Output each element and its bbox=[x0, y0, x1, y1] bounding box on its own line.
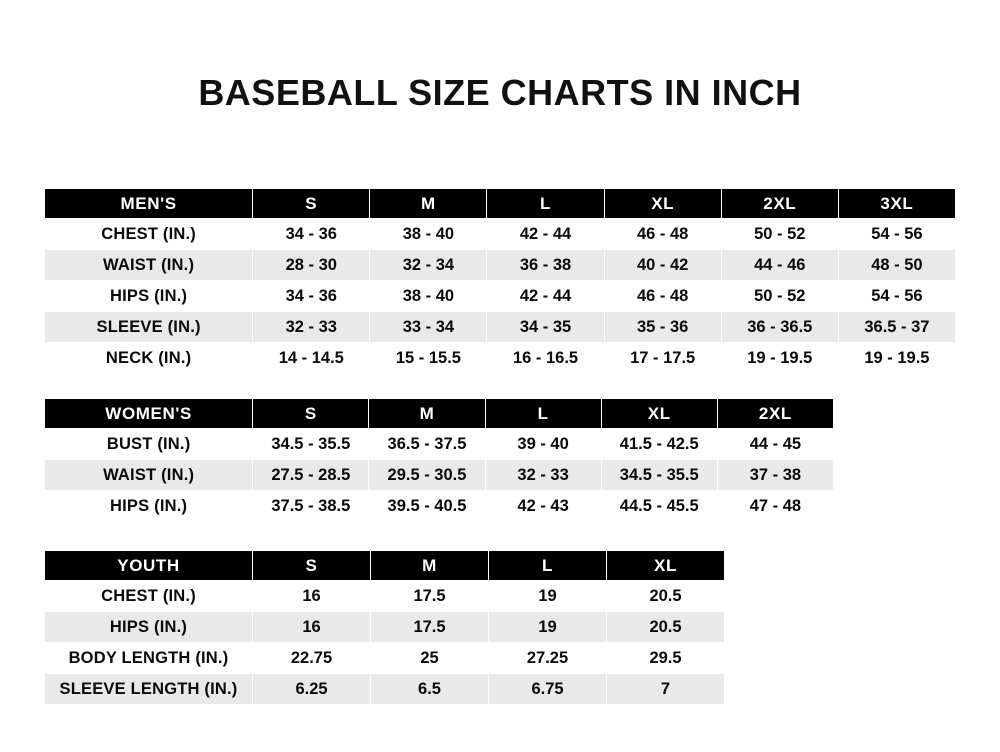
table-cell: 29.5 - 30.5 bbox=[369, 460, 485, 491]
table-cell: 7 bbox=[607, 674, 725, 705]
table-cell: 46 - 48 bbox=[604, 219, 721, 250]
table-header-cell: S bbox=[253, 551, 371, 581]
table-cell: 36.5 - 37 bbox=[838, 312, 955, 343]
table-cell: 28 - 30 bbox=[253, 250, 370, 281]
row-label: HIPS (IN.) bbox=[45, 491, 253, 522]
table-row bbox=[45, 674, 725, 705]
table-header-cell: WOMEN'S bbox=[45, 399, 253, 429]
table-cell: 29.5 bbox=[607, 643, 725, 674]
table-header-cell: S bbox=[253, 189, 370, 219]
table-cell: 44 - 46 bbox=[721, 250, 838, 281]
womens-size-table bbox=[44, 398, 834, 522]
table-cell: 34.5 - 35.5 bbox=[601, 460, 717, 491]
table-cell: 6.5 bbox=[371, 674, 489, 705]
table-cell: 42 - 44 bbox=[487, 281, 604, 312]
table-row bbox=[45, 643, 725, 674]
row-label: SLEEVE LENGTH (IN.) bbox=[45, 674, 253, 705]
row-label: WAIST (IN.) bbox=[45, 250, 253, 281]
table-header-cell: S bbox=[253, 399, 369, 429]
table-cell: 25 bbox=[371, 643, 489, 674]
table-row bbox=[45, 250, 956, 281]
table-cell: 54 - 56 bbox=[838, 281, 955, 312]
table-cell: 38 - 40 bbox=[370, 219, 487, 250]
table-cell: 16 bbox=[253, 612, 371, 643]
table-cell: 50 - 52 bbox=[721, 281, 838, 312]
table-cell: 44 - 45 bbox=[717, 429, 833, 460]
table-cell: 6.75 bbox=[489, 674, 607, 705]
row-label: HIPS (IN.) bbox=[45, 612, 253, 643]
table-cell: 37 - 38 bbox=[717, 460, 833, 491]
table-cell: 20.5 bbox=[607, 581, 725, 612]
table-cell: 36 - 38 bbox=[487, 250, 604, 281]
table-header-cell: M bbox=[370, 189, 487, 219]
table-cell: 36.5 - 37.5 bbox=[369, 429, 485, 460]
table-cell: 16 - 16.5 bbox=[487, 343, 604, 374]
table-header-cell: MEN'S bbox=[45, 189, 253, 219]
table-cell: 32 - 33 bbox=[253, 312, 370, 343]
table-cell: 42 - 43 bbox=[485, 491, 601, 522]
table-cell: 19 - 19.5 bbox=[721, 343, 838, 374]
table-cell: 44.5 - 45.5 bbox=[601, 491, 717, 522]
table-row bbox=[45, 281, 956, 312]
row-label: CHEST (IN.) bbox=[45, 581, 253, 612]
table-header-row bbox=[45, 189, 956, 219]
row-label: HIPS (IN.) bbox=[45, 281, 253, 312]
row-label: WAIST (IN.) bbox=[45, 460, 253, 491]
table-cell: 32 - 34 bbox=[370, 250, 487, 281]
table-cell: 16 bbox=[253, 581, 371, 612]
table-header-cell: L bbox=[489, 551, 607, 581]
table-cell: 35 - 36 bbox=[604, 312, 721, 343]
table-row bbox=[45, 491, 834, 522]
table-cell: 34.5 - 35.5 bbox=[253, 429, 369, 460]
table-row bbox=[45, 612, 725, 643]
table-cell: 34 - 36 bbox=[253, 219, 370, 250]
table-header-cell: XL bbox=[607, 551, 725, 581]
table-cell: 36 - 36.5 bbox=[721, 312, 838, 343]
table-cell: 46 - 48 bbox=[604, 281, 721, 312]
table-row bbox=[45, 343, 956, 374]
table-row bbox=[45, 581, 725, 612]
youth-size-table bbox=[44, 550, 725, 705]
table-cell: 33 - 34 bbox=[370, 312, 487, 343]
mens-size-table bbox=[44, 188, 956, 374]
table-header-cell: 2XL bbox=[721, 189, 838, 219]
table-cell: 19 bbox=[489, 581, 607, 612]
table-cell: 48 - 50 bbox=[838, 250, 955, 281]
table-cell: 39 - 40 bbox=[485, 429, 601, 460]
table-cell: 20.5 bbox=[607, 612, 725, 643]
row-label: NECK (IN.) bbox=[45, 343, 253, 374]
table-cell: 40 - 42 bbox=[604, 250, 721, 281]
table-row bbox=[45, 460, 834, 491]
table-header-cell: L bbox=[487, 189, 604, 219]
table-cell: 50 - 52 bbox=[721, 219, 838, 250]
table-cell: 17 - 17.5 bbox=[604, 343, 721, 374]
table-header-cell: XL bbox=[604, 189, 721, 219]
table-cell: 42 - 44 bbox=[487, 219, 604, 250]
table-header-cell: M bbox=[371, 551, 489, 581]
table-cell: 14 - 14.5 bbox=[253, 343, 370, 374]
table-header-cell: 3XL bbox=[838, 189, 955, 219]
table-cell: 17.5 bbox=[371, 612, 489, 643]
table-header-cell: XL bbox=[601, 399, 717, 429]
table-cell: 15 - 15.5 bbox=[370, 343, 487, 374]
table-cell: 6.25 bbox=[253, 674, 371, 705]
row-label: CHEST (IN.) bbox=[45, 219, 253, 250]
row-label: BODY LENGTH (IN.) bbox=[45, 643, 253, 674]
table-cell: 22.75 bbox=[253, 643, 371, 674]
table-row bbox=[45, 429, 834, 460]
row-label: SLEEVE (IN.) bbox=[45, 312, 253, 343]
table-header-row bbox=[45, 399, 834, 429]
table-cell: 38 - 40 bbox=[370, 281, 487, 312]
table-cell: 37.5 - 38.5 bbox=[253, 491, 369, 522]
table-header-cell: 2XL bbox=[717, 399, 833, 429]
table-header-cell: M bbox=[369, 399, 485, 429]
table-header-cell: YOUTH bbox=[45, 551, 253, 581]
table-cell: 27.25 bbox=[489, 643, 607, 674]
page-title: BASEBALL SIZE CHARTS IN INCH bbox=[198, 72, 802, 113]
table-cell: 19 - 19.5 bbox=[838, 343, 955, 374]
table-cell: 19 bbox=[489, 612, 607, 643]
table-row bbox=[45, 312, 956, 343]
table-cell: 47 - 48 bbox=[717, 491, 833, 522]
table-cell: 39.5 - 40.5 bbox=[369, 491, 485, 522]
table-row bbox=[45, 219, 956, 250]
table-cell: 34 - 35 bbox=[487, 312, 604, 343]
table-cell: 54 - 56 bbox=[838, 219, 955, 250]
table-cell: 34 - 36 bbox=[253, 281, 370, 312]
table-cell: 27.5 - 28.5 bbox=[253, 460, 369, 491]
row-label: BUST (IN.) bbox=[45, 429, 253, 460]
table-cell: 32 - 33 bbox=[485, 460, 601, 491]
table-header-cell: L bbox=[485, 399, 601, 429]
table-header-row bbox=[45, 551, 725, 581]
table-cell: 17.5 bbox=[371, 581, 489, 612]
table-cell: 41.5 - 42.5 bbox=[601, 429, 717, 460]
